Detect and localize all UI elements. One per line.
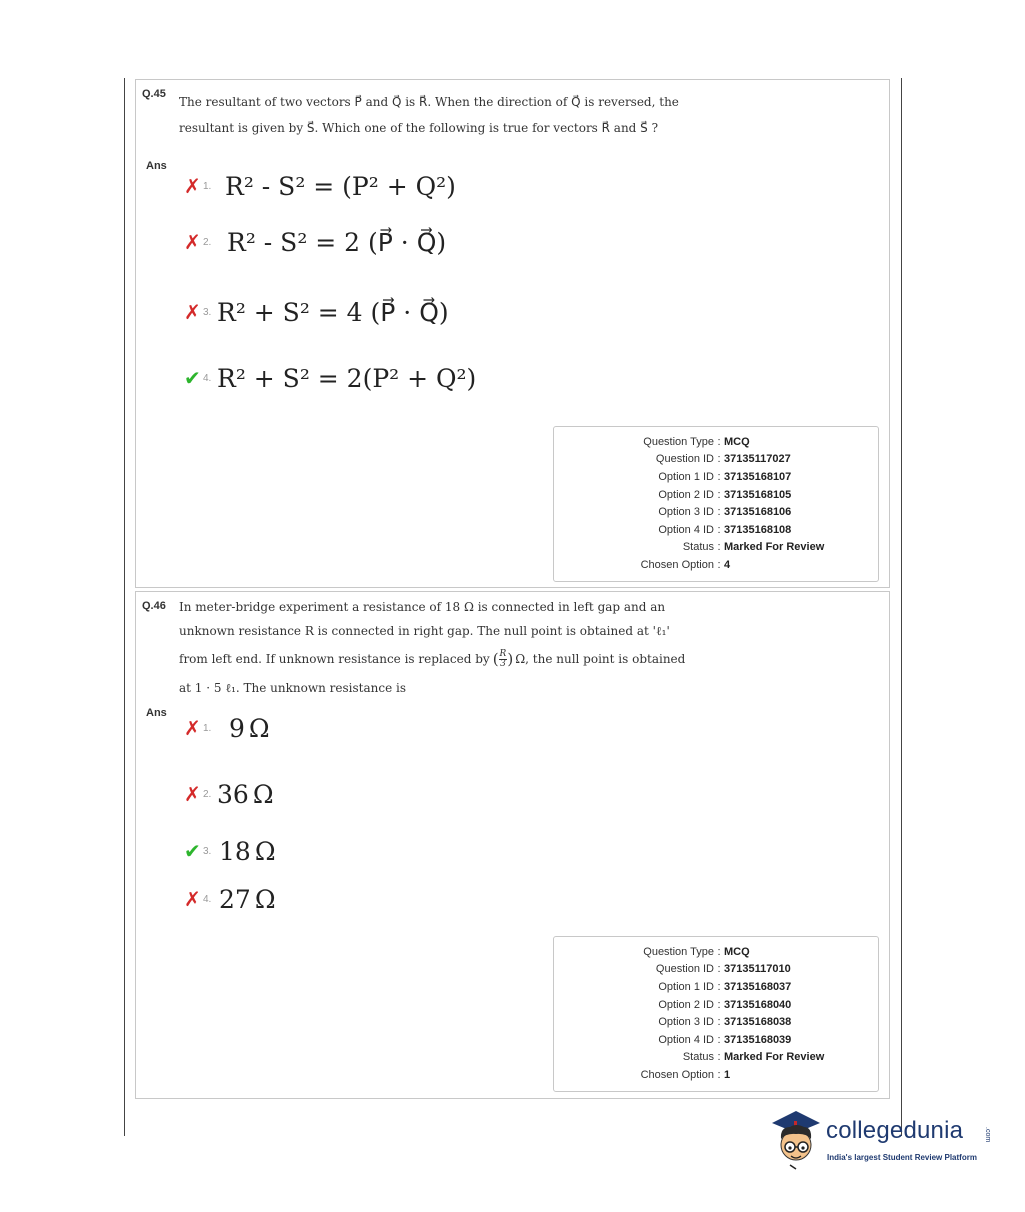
cross-icon: ✗ [184,717,201,740]
option-number: 4. [203,894,212,905]
option-value: 9 [229,714,245,743]
brand-tagline: India's largest Student Review Platform [827,1153,977,1162]
info-row: Status : Marked For Review [682,541,825,554]
info-row: Question Type : MCQ [643,945,750,958]
info-row: Option 1 ID : 37135168037 [658,980,792,993]
info-row: Question ID : 37135117027 [655,453,791,466]
cross-icon: ✗ [184,231,201,254]
option-formula: R² - S² = (P² + Q²) [225,172,456,201]
info-row: Option 3 ID : 37135168038 [658,1016,792,1029]
option-value: 18 [219,837,251,866]
question-info-panel [553,936,879,1092]
option-formula: R² - S² = 2 (P⃗ · Q⃗) [227,228,447,257]
answer-option [184,228,446,257]
question-block [135,591,890,1099]
option-number: 3. [203,846,212,857]
answer-option [184,837,276,866]
question-number: Q.45 [142,88,166,100]
info-row: Option 2 ID : 37135168040 [658,998,792,1011]
info-row: Option 2 ID : 37135168105 [658,488,792,501]
brand-name: collegedunia [826,1117,964,1144]
cross-icon: ✗ [184,301,201,324]
question-text-line: unknown resistance R is connected in right gap. The null point is obtained at 'ℓ₁' [179,624,670,638]
question-text-line: at 1 · 5 ℓ₁. The unknown resistance is [179,681,406,695]
ohm-unit: Ω [252,780,274,809]
answer-label: Ans [146,160,167,172]
info-row: Option 4 ID : 37135168108 [658,523,792,536]
cross-icon: ✗ [184,175,201,198]
cross-icon: ✗ [184,888,201,911]
option-value: 36 [217,780,249,809]
info-row: Question ID : 37135117010 [655,963,791,976]
info-row: Status : Marked For Review [682,1051,825,1064]
brand-suffix: .com [984,1127,991,1143]
check-icon: ✔ [184,840,201,863]
page-border-right [901,78,902,1136]
question-text-line: The resultant of two vectors P⃗ and Q⃗ is R⃗. When the direction of Q⃗ is reversed, the [179,95,679,109]
option-number: 1. [203,181,212,192]
option-value: 27 [219,885,251,914]
ohm-unit: Ω [248,714,270,743]
option-formula: R² + S² = 2(P² + Q²) [217,364,477,393]
question-text-line: In meter-bridge experiment a resistance of 18 Ω is connected in left gap and an [179,600,666,614]
question-number: Q.46 [142,600,166,612]
option-number: 1. [203,723,212,734]
ohm-unit: Ω [254,837,276,866]
ohm-unit: Ω [254,885,276,914]
check-icon: ✔ [184,367,201,390]
fraction: ( R 3 ) [492,648,514,669]
answer-option [184,885,276,914]
info-row: Option 3 ID : 37135168106 [658,506,792,519]
info-row: Option 4 ID : 37135168039 [658,1033,792,1046]
info-row: Question Type : MCQ [643,435,750,448]
answer-option [184,172,456,201]
collegedunia-logo[interactable] [766,1105,996,1177]
option-number: 2. [203,789,212,800]
answer-label: Ans [146,707,167,719]
question-block [135,79,890,588]
answer-option [184,298,449,327]
info-row: Chosen Option : 4 [640,558,731,571]
mascot-icon [766,1105,824,1171]
question-info-panel [553,426,879,582]
info-row: Option 1 ID : 37135168107 [658,470,792,483]
info-row: Chosen Option : 1 [640,1068,731,1081]
option-formula: R² + S² = 4 (P⃗ · Q⃗) [217,298,449,327]
question-text-line: from left end. If unknown resistance is replaced by ( R 3 ) Ω, the null point is obtained [179,646,679,672]
page-border-left [124,78,125,1136]
option-number: 4. [203,373,212,384]
answer-option [184,780,274,809]
option-number: 3. [203,307,212,318]
option-number: 2. [203,237,212,248]
answer-option [184,364,476,393]
question-text-line: resultant is given by S⃗. Which one of the following is true for vectors R⃗ and S⃗ ? [179,121,659,135]
cross-icon: ✗ [184,783,201,806]
answer-option [184,714,270,743]
